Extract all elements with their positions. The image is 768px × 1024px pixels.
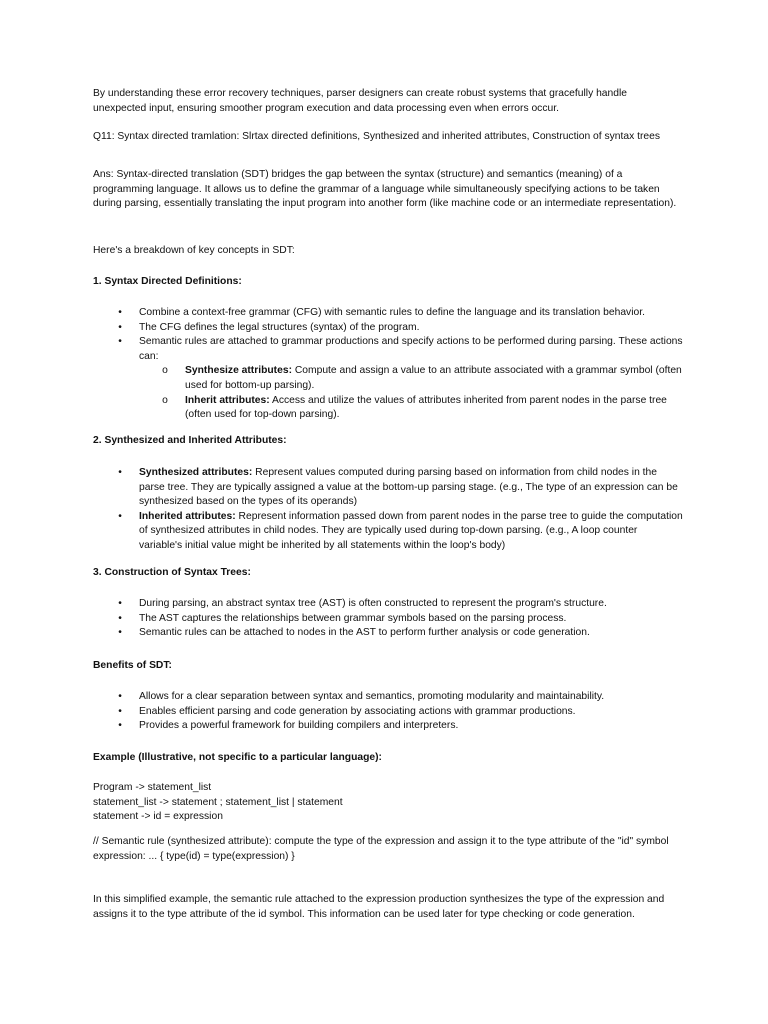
attributes-list <box>93 466 683 554</box>
grammar-line: statement_list -> statement ; statement_list | statement <box>93 796 343 808</box>
answer-paragraph: Ans: Syntax-directed translation (SDT) bridges the gap between the syntax (structure) and semantics (meaning) of a programming language. It allows us to define the grammar of a language while simultaneously specifying actions to be taken during parsing, essentially translating the input program into another form (like machine code or an intermediate representation). <box>93 169 677 210</box>
question-heading: Q11: Syntax directed tramlation: Slrtax directed definitions, Synthesized and inherited attributes, Construction of syntax trees <box>93 131 661 142</box>
section-heading-attributes: 2. Synthesized and Inherited Attributes: <box>93 435 287 446</box>
list-item: • Semantic rules can be attached to nodes in the AST to perform further analysis or code generation. <box>118 627 590 639</box>
section-heading-benefits: Benefits of SDT: <box>93 660 172 671</box>
list-item: • Semantic rules are attached to grammar productions and specify actions to be performed during parsing. These actions can: o Synthesize attributes: Compute and assign a value to an attribute associated with a grammar symbol (often used for bottom-up parsing). o Inherit attributes: Access and utilize the values of attributes inherited from parent nodes in the parse tree (often used for top-down parsing). <box>93 335 683 423</box>
sdd-sublist <box>139 364 683 422</box>
list-item: • During parsing, an abstract syntax tree (AST) is often constructed to represent the program's structure. <box>118 598 607 609</box>
list-item: • Allows for a clear separation between syntax and semantics, promoting modularity and maintainability. <box>118 691 605 702</box>
semantic-rule-comment: // Semantic rule (synthesized attribute): compute the type of the expression and assign it to the type attribute of the "id" symbol <box>93 836 669 847</box>
sub-list-item: o Inherit attributes: Access and utilize the values of attributes inherited from parent nodes in the parse tree (often used for top-down parsing). <box>162 394 667 421</box>
list-item: • The CFG defines the legal structures (syntax) of the program. <box>118 321 420 333</box>
intro-paragraph: By understanding these error recovery techniques, parser designers can create robust systems that gracefully handle unexpected input, ensuring smoother program execution and data processing even when errors occur. <box>93 88 628 114</box>
grammar-line: Program -> statement_list <box>93 782 212 793</box>
section-heading-sdd: 1. Syntax Directed Definitions: <box>93 276 242 287</box>
list-item: • Synthesized attributes: Represent values computed during parsing based on information from child nodes in the parse tree. They are typically assigned a value at the bottom-up parsing stage. (e.g., The type of an expression can be synthesized based on the types of its operands) <box>118 467 678 508</box>
section-heading-syntax-trees: 3. Construction of Syntax Trees: <box>93 567 251 578</box>
list-item: • Combine a context-free grammar (CFG) with semantic rules to define the language and its translation behavior. <box>118 307 645 318</box>
grammar-block <box>93 781 683 825</box>
breakdown-line: Here's a breakdown of key concepts in SDT: <box>93 245 295 256</box>
syntax-trees-list <box>93 597 683 641</box>
list-item: • Inherited attributes: Represent information passed down from parent nodes in the parse tree to guide the computation of synthesized attributes in child nodes. They are typically used during top-down parsing. (e.g., A loop counter variable's initial value might be inherited by all statements within the loop's body) <box>118 510 683 551</box>
grammar-line: statement -> id = expression <box>93 811 223 823</box>
list-item: • Provides a powerful framework for building compilers and interpreters. <box>118 720 459 732</box>
semantic-rule-code: expression: ... { type(id) = type(expression) } <box>93 850 295 862</box>
section-heading-example: Example (Illustrative, not specific to a particular language): <box>93 752 382 763</box>
list-item: • The AST captures the relationships between grammar symbols based on the parsing process. <box>118 612 567 624</box>
sub-list-item: o Synthesize attributes: Compute and assign a value to an attribute associated with a grammar symbol (often used for bottom-up parsing). <box>162 365 682 391</box>
closing-paragraph: In this simplified example, the semantic rule attached to the expression production synthesizes the type of the expression and assigns it to the type attribute of the id symbol. This information can be used later for type checking or code generation. <box>93 894 665 920</box>
semantic-rule-block <box>93 835 683 864</box>
list-item: • Enables efficient parsing and code generation by associating actions with grammar productions. <box>118 705 576 717</box>
benefits-list <box>93 690 683 734</box>
sdd-list <box>93 306 683 423</box>
